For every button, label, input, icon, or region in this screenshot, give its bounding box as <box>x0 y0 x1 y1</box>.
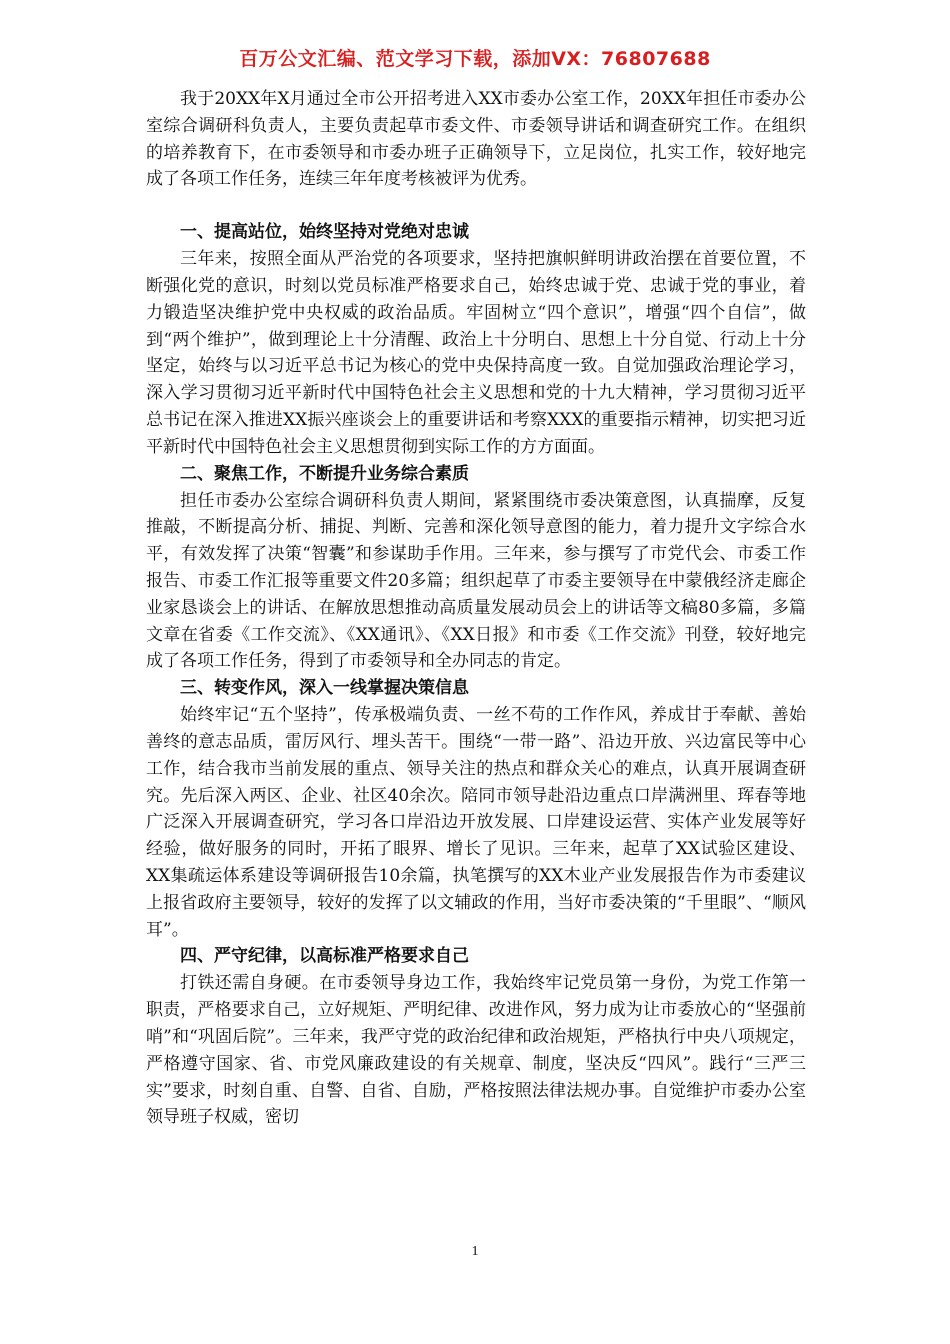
page-number: 1 <box>471 1244 479 1259</box>
intro-paragraph: 我于20XX年X月通过全市公开招考进入XX市委办公室工作，20XX年担任市委办公室综合调研科负责人，主要负责起草市委文件、市委领导讲话和调查研究工作。在组织的培养教育下，在市委领导和市委办班子正确领导下，立足岗位，扎实工作，较好地完成了各项工作任务，连续三年年度考核被评为优秀。 <box>146 89 806 190</box>
section-heading-4: 四、严守纪律，以高标准严格要求自己 <box>180 946 469 967</box>
section-heading-3: 三、转变作风，深入一线掌握决策信息 <box>180 678 469 699</box>
section-paragraph-4: 打铁还需自身硬。在市委领导身边工作，我始终牢记党员第一身份，为党工作第一职责，严格要求自己，立好规矩、严明纪律、改进作风，努力成为让市委放心的“坚强前哨”和“巩固后院”。三年来，我严守党的政治纪律和政治规矩，严格执行中央八项规定，严格遵守国家、省、市党风廉政建设的有关规章、制度，坚决反“四风”。践行“三严三实”要求，时刻自重、自警、自省、自励，严格按照法律法规办事。自觉维护市委办公室领导班子权威，密切 <box>146 973 806 1128</box>
section-paragraph-1: 三年来，按照全面从严治党的各项要求，坚持把旗帜鲜明讲政治摆在首要位置，不断强化党的意识，时刻以党员标准严格要求自己，始终忠诚于党、忠诚于党的事业，着力锻造坚决维护党中央权威的政治品质。牢固树立“四个意识”，增强“四个自信”，做到“两个维护”，做到理论上十分清醒、政治上十分明白、思想上十分自觉、行动上十分坚定，始终与以习近平总书记为核心的党中央保持高度一致。自觉加强政治理论学习，深入学习贯彻习近平新时代中国特色社会主义思想和党的十九大精神，学习贯彻习近平总书记在深入推进XX振兴座谈会上的重要讲话和考察XXX的重要指示精神，切实把习近平新时代中国特色社会主义思想贯彻到实际工作的方方面面。 <box>146 249 806 457</box>
section-paragraph-2: 担任市委办公室综合调研科负责人期间，紧紧围绕市委决策意图，认真揣摩，反复推敲，不断提高分析、捕捉、判断、完善和深化领导意图的能力，着力提升文字综合水平，有效发挥了决策“智囊”和参谋助手作用。三年来，参与撰写了市党代会、市委工作报告、市委工作汇报等重要文件20多篇；组织起草了市委主要领导在中蒙俄经济走廊企业家恳谈会上的讲话、在解放思想推动高质量发展动员会上的讲话等文稿80多篇，多篇文章在省委《工作交流》、《XX通讯》、《XX日报》和市委《工作交流》刊登，较好地完成了各项工作任务，得到了市委领导和全办同志的肯定。 <box>146 490 806 672</box>
promo-banner: 百万公文汇编、范文学习下载，添加VX：76807688 <box>239 48 711 70</box>
document-body <box>146 86 806 1131</box>
section-paragraph-3: 始终牢记“五个坚持”，传承极端负责、一丝不苟的工作作风，养成甘于奉献、善始善终的意志品质，雷厉风行、埋头苦干。围绕“一带一路”、沿边开放、兴边富民等中心工作，结合我市当前发展的重点、领导关注的热点和群众关心的难点，认真开展调查研究。先后深入两区、企业、社区40余次。陪同市领导赴沿边重点口岸满洲里、珲春等地广泛深入开展调查研究，学习各口岸沿边开放发展、口岸建设运营、实体产业发展等好经验，做好服务的同时，开拓了眼界、增长了见识。三年来，起草了XX试验区建设、XX集疏运体系建设等调研报告10余篇，执笔撰写的XX木业产业发展报告作为市委建议上报省政府主要领导，较好的发挥了以文辅政的作用，当好市委决策的“千里眼”、“顺风耳”。 <box>146 705 806 940</box>
section-heading-2: 二、聚焦工作，不断提升业务综合素质 <box>180 463 469 484</box>
paragraph-spacer <box>146 193 806 219</box>
section-heading-1: 一、提高站位，始终坚持对党绝对忠诚 <box>180 222 469 243</box>
